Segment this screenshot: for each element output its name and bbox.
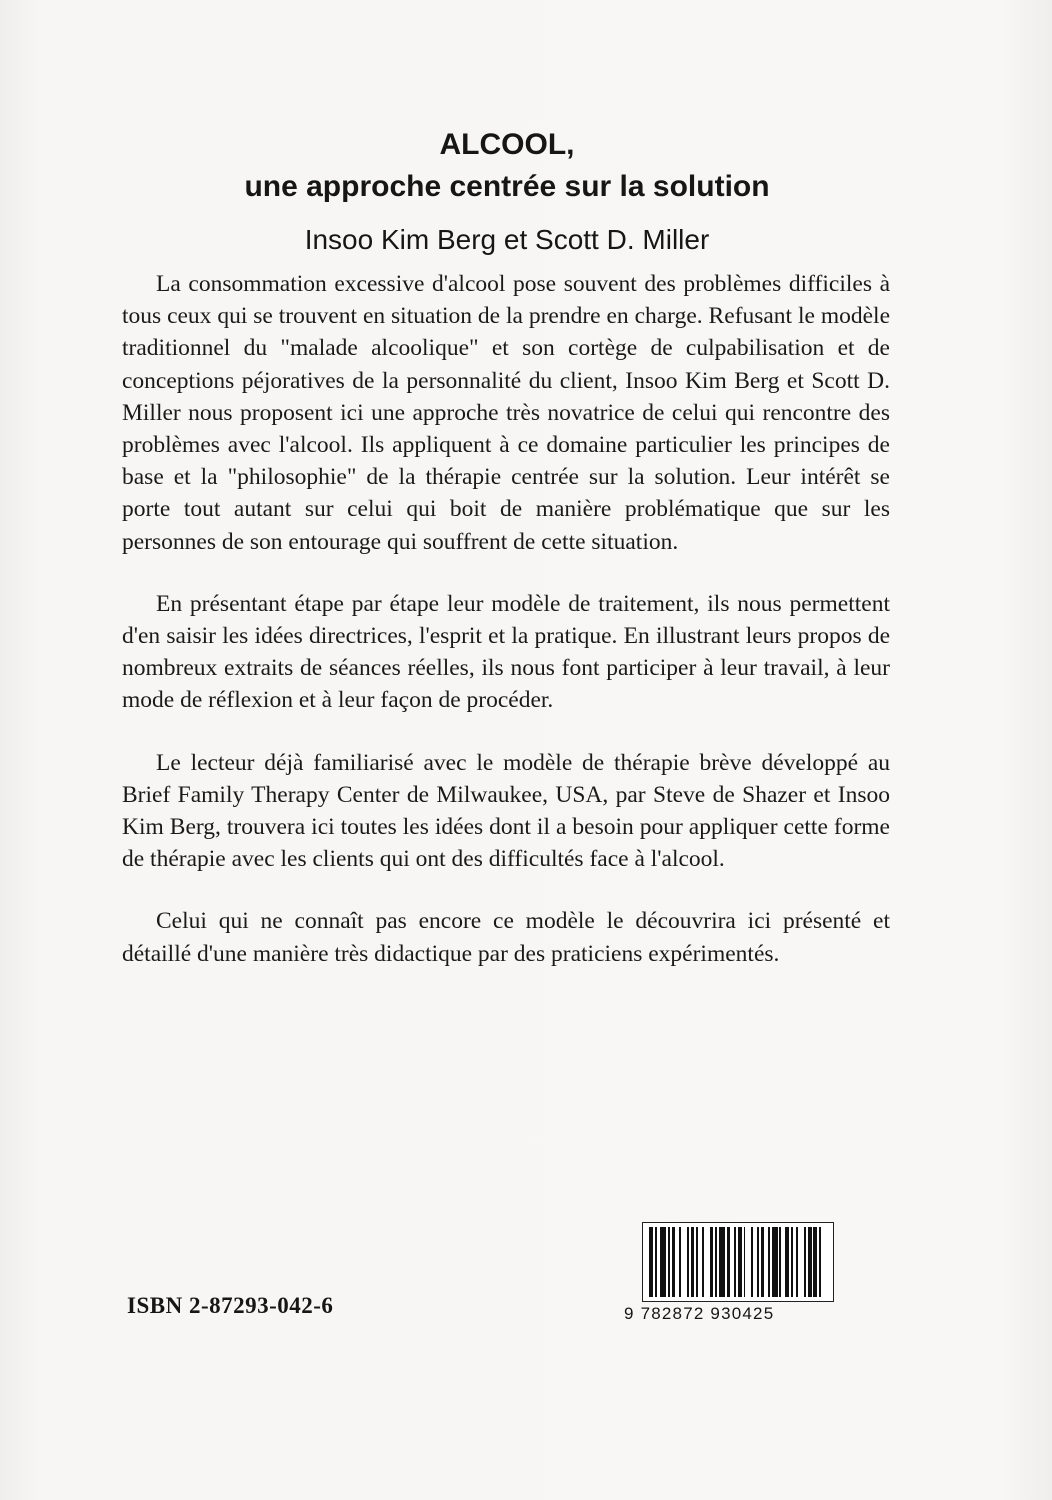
blurb-paragraph-4: Celui qui ne connaît pas encore ce modèle le découvrira ici présenté et détaillé d'une manière très didactique par des praticiens expérimentés. [122, 908, 890, 967]
blurb-paragraph-1: La consommation excessive d'alcool pose souvent des problèmes difficiles à tous ceux qui se trouvent en situation de la prendre en charge. Refusant le modèle traditionnel du "malade alcoolique" et son cortège de culpabilisation et de conceptions péjoratives de la personnalité du client, Insoo Kim Berg et Scott D. Miller nous proposent ici une approche très novatrice de celui qui rencontre des problèmes avec l'alcool. Ils appliquent à ce domaine particulier les principes de base et la "philosophie" de la thérapie centrée sur la solution. Leur intérêt se porte tout autant sur celui qui boit de manière problématique que sur les personnes de son entourage qui souffrent de cette situation. [122, 271, 890, 555]
book-authors: Insoo Kim Berg et Scott D. Miller [304, 224, 710, 255]
blurb-paragraph-2: En présentant étape par étape leur modèle de traitement, ils nous permettent d'en saisir les idées directrices, l'esprit et la pratique. En illustrant leurs propos de nombreux extraits de séances réelles, ils nous font participer à leur travail, à leur mode de réflexion et à leur façon de procéder. [122, 590, 890, 714]
book-subtitle: une approche centrée sur la solution [244, 170, 770, 203]
isbn-label: ISBN 2-87293-042-6 [127, 1293, 334, 1318]
barcode [624, 1222, 834, 1332]
book-title: ALCOOL, [439, 128, 575, 161]
blurb [122, 268, 890, 1000]
barcode-space [821, 1227, 827, 1297]
blurb-paragraph-3: Le lecteur déjà familiarisé avec le modèle de thérapie brève développé au Brief Family Therapy Center de Milwaukee, USA, par Steve de Shazer et Insoo Kim Berg, trouvera ici toutes les idées dont il a besoin pour appliquer cette forme de thérapie avec les clients qui ont des difficultés face à l'alcool. [122, 749, 890, 873]
barcode-bars [649, 1227, 827, 1297]
barcode-digits: 9 782872 930425 [624, 1304, 775, 1323]
barcode-frame [642, 1222, 834, 1302]
